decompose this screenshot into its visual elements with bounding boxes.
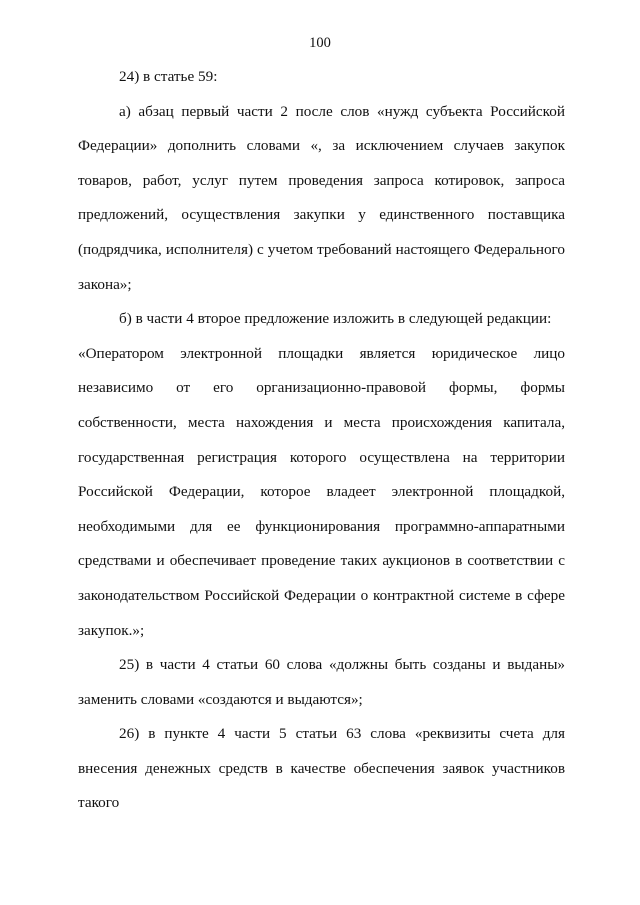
page-number: 100 (309, 35, 331, 51)
paragraph-article-59-heading: 24) в статье 59: (119, 68, 218, 85)
paragraph-item-25: 25) в части 4 статьи 60 слова «должны быть созданы и выданы» заменить словами «создаются и выдаются»; (78, 656, 565, 708)
paragraph-item-a: а) абзац первый части 2 после слов «нужд субъекта Российской Федерации» дополнить словами «, за исключением случаев закупок товаров, работ, услуг путем проведения запроса котировок, запроса предложений, осуществления закупки у единственного поставщика (подрядчика, исполнителя) с учетом требований настоящего Федерального закона»; (78, 102, 565, 293)
paragraph-item-26: 26) в пункте 4 части 5 статьи 63 слова «реквизиты счета для внесения денежных средств в качестве обеспечения заявок участников такого (78, 725, 565, 812)
paragraph-operator-definition: «Оператором электронной площадки является юридическое лицо независимо от его организационно-правовой формы, формы собственности, места нахождения и места происхождения капитала, государственная регистрация которого осуществлена на территории Российской Федерации, которое владеет электронной площадкой, необходимыми для ее функционирования программно-аппаратными средствами и обеспечивает проведение таких аукционов в соответствии с законодательством Российской Федерации о контрактной системе в сфере закупок.»; (78, 344, 565, 639)
document-body (78, 60, 565, 821)
paragraph-item-b: б) в части 4 второе предложение изложить в следующей редакции: (119, 310, 552, 328)
